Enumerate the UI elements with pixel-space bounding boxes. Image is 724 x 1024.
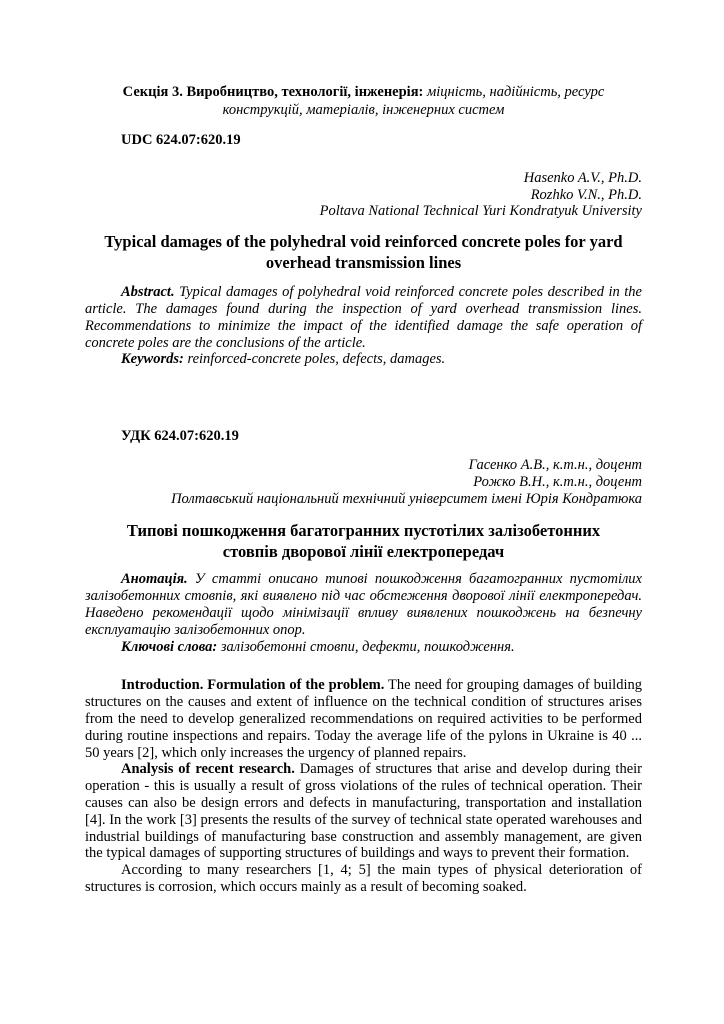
article-title-en-line1: Typical damages of the polyhedral void reinforced concrete poles for yard bbox=[104, 232, 623, 252]
abstract-en-text: Typical damages of polyhedral void reinforced concrete poles described in the article. The damages found during the inspection of yard overhead transmission lines. Recommendations to minimize the impact of the identified damage the safe operation of concrete poles are the conclusions of the article. bbox=[85, 284, 642, 351]
paragraph-introduction-text: The need for grouping damages of building structures on the causes and extent of influence on the technical condition of structures arises from the need to develop generalized recommendations on required activities to be performed during routine inspections and repairs. Today the average life of the pylons in Ukraine is 40 ... 50 years [2], which only increases the urgency of planned repairs. bbox=[85, 677, 642, 761]
keywords-uk-text: залізобетонні стовпи, дефекти, пошкодження. bbox=[220, 638, 515, 655]
paragraph-analysis bbox=[85, 761, 642, 862]
section-header-topics: міцність, надійність, ресурс bbox=[427, 84, 605, 100]
authors-uk bbox=[85, 457, 642, 507]
author-uk-2: Рожко В.Н., к.т.н., доцент bbox=[473, 473, 642, 490]
keywords-uk bbox=[85, 639, 642, 656]
abstract-uk-label: Анотація. bbox=[121, 571, 188, 588]
affiliation-en: Poltava National Technical Yuri Kondratyuk University bbox=[319, 203, 642, 220]
abstract-en-label: Abstract. bbox=[121, 284, 175, 301]
article-title-uk bbox=[85, 521, 642, 562]
section-header-line2: конструкцій, матеріалів, інженерних систем bbox=[222, 101, 505, 118]
abstract-uk bbox=[85, 571, 642, 638]
author-uk-1: Гасенко А.В., к.т.н., доцент bbox=[468, 456, 642, 473]
udc-code-en: UDC 624.07:620.19 bbox=[121, 132, 241, 148]
section-header-line1 bbox=[85, 84, 642, 102]
keywords-uk-label: Ключові слова: bbox=[121, 638, 218, 655]
paragraph-according-text: According to many researchers [1, 4; 5] the main types of physical deterioration of structures is corrosion, which occurs mainly as a result of becoming soaked. bbox=[85, 862, 642, 895]
article-title-uk-line2: стовпів дворової лінії електропередач bbox=[222, 541, 505, 561]
keywords-en-text: reinforced-concrete poles, defects, damages. bbox=[187, 351, 446, 368]
section-header-series: Секція 3. Виробництво, технології, інженерія: bbox=[122, 84, 424, 100]
authors-en bbox=[85, 170, 642, 220]
paragraph-analysis-lead: Analysis of recent research. bbox=[121, 761, 295, 778]
paragraph-according bbox=[85, 862, 642, 896]
article-title-uk-line1: Типові пошкодження багатогранних пустотілих залізобетонних bbox=[126, 521, 601, 541]
abstract-en bbox=[85, 284, 642, 351]
article-title-en-line2: overhead transmission lines bbox=[265, 252, 462, 272]
affiliation-uk: Полтавський національний технічний університет імені Юрія Кондратюка bbox=[171, 490, 642, 507]
udc-code-uk: УДК 624.07:620.19 bbox=[121, 428, 239, 445]
article-title-en bbox=[85, 232, 642, 273]
keywords-en bbox=[85, 351, 642, 368]
section-header bbox=[85, 84, 642, 119]
paragraph-introduction bbox=[85, 677, 642, 761]
keywords-en-label: Keywords: bbox=[121, 351, 184, 368]
paragraph-introduction-lead: Introduction. Formulation of the problem. bbox=[121, 677, 385, 694]
author-en-2: Rozhko V.N., Ph.D. bbox=[530, 186, 642, 203]
author-en-1: Hasenko A.V., Ph.D. bbox=[523, 169, 642, 186]
paragraph-analysis-text: Damages of structures that arise and develop during their operation - this is usually a result of gross violations of the rules of technical operation. Their causes can also be design errors and defects in manufacturing, transportation and installation [4]. In the work [3] presents the results of the survey of technical state operated warehouses and industrial buildings of manufacturing base construction and assembly management, are given the typical damages of supporting structures of buildings and ways to prevent their formation. bbox=[85, 761, 643, 862]
abstract-uk-text: У статті описано типові пошкодження багатогранних пустотілих залізобетонних стовпів, які виявлено під час обстеження дворової лінії електропередач. Наведено рекомендації щодо мінімізації впливу виявлених пошкоджень на безпечну експлуатацію залізобетонних опор. bbox=[85, 571, 642, 638]
